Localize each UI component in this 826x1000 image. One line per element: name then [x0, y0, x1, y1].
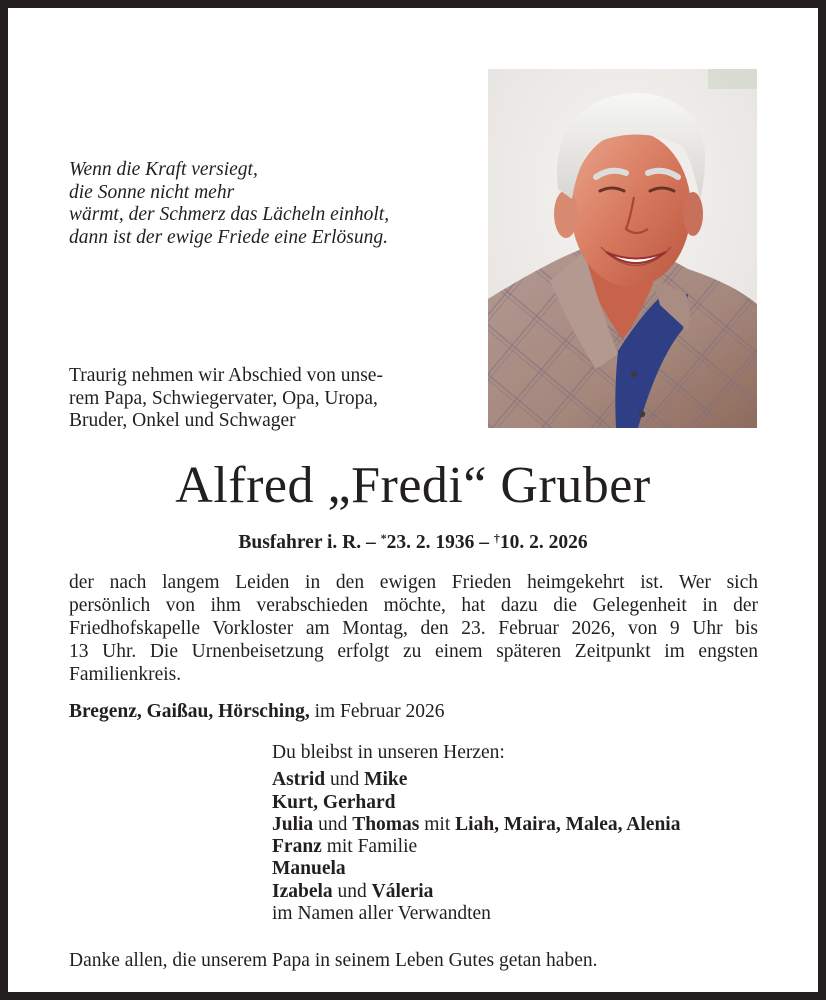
occupation: Busfahrer i. R. –: [238, 532, 376, 553]
body-line: der nach langem Leiden in den ewigen Frieden heimgekehrt ist. Wer sich: [69, 572, 758, 593]
mourner-row: [272, 814, 680, 836]
mourner-name: Manuela: [272, 858, 346, 880]
poem-line: Wenn die Kraft versiegt,: [69, 159, 258, 180]
mourner-name: Kurt, Gerhard: [272, 791, 396, 813]
poem-line: dann ist der ewige Friede eine Erlösung.: [69, 226, 388, 248]
mourner-row: [272, 903, 680, 925]
mourner-name: Thomas: [352, 813, 420, 835]
birth-date: 23. 2. 1936 –: [386, 532, 490, 553]
poem-line: die Sonne nicht mehr: [69, 181, 235, 203]
intro-text: [69, 365, 449, 433]
obituary-page: [8, 8, 818, 992]
poem-quote: [69, 159, 389, 249]
connector-text: und: [332, 880, 372, 902]
connector-text: mit: [419, 813, 456, 835]
mourner-name: Izabela: [272, 880, 333, 902]
mourner-name: Liah, Maira, Malea, Alenia: [455, 813, 681, 835]
intro-line: rem Papa, Schwiegervater, Opa, Uropa,: [69, 387, 378, 409]
mourner-name: Astrid: [272, 769, 326, 791]
intro-line: Traurig nehmen wir Abschied von unse-: [69, 365, 383, 386]
mourner-name: Franz: [272, 836, 322, 858]
place-and-date: [69, 700, 445, 723]
mourner-row: [272, 792, 680, 814]
portrait-photo: [488, 69, 757, 428]
mourner-row: [272, 858, 680, 880]
connector-text: im Namen aller Verwandten: [272, 903, 491, 925]
death-symbol: †: [493, 531, 500, 545]
mourners-rows: [272, 769, 680, 925]
mourner-row: [272, 769, 680, 791]
body-line: Friedhofskapelle Vorkloster am Montag, den 23. Februar 2026, von 9 Uhr bis: [69, 618, 758, 639]
mourner-name: Mike: [364, 769, 408, 791]
death-date: 10. 2. 2026: [499, 532, 588, 553]
place-names: Bregenz, Gaißau, Hörsching,: [69, 701, 310, 722]
birth-symbol: *: [380, 531, 387, 545]
connector-text: und: [313, 813, 353, 835]
body-line: 13 Uhr. Die Urnenbeisetzung erfolgt zu einem späteren Zeitpunkt im engsten: [69, 641, 758, 662]
intro-line: Bruder, Onkel und Schwager: [69, 410, 296, 431]
publication-month: im Februar 2026: [309, 701, 445, 722]
mourner-row: [272, 881, 680, 903]
life-dates: [8, 526, 818, 555]
mourners-heading: Du bleibst in unseren Herzen:: [272, 742, 505, 763]
poem-line: wärmt, der Schmerz das Lächeln einholt,: [69, 204, 390, 225]
announcement-body: [69, 571, 758, 686]
mourner-name: Julia: [272, 813, 314, 835]
portrait-illustration: [488, 69, 757, 428]
mourners-list: [272, 742, 680, 925]
body-line: Familienkreis.: [69, 664, 182, 685]
body-line: persönlich von ihm verabschieden möchte, hat dazu die Gelegenheit in der: [69, 595, 758, 616]
connector-text: mit Familie: [321, 836, 418, 858]
thanks-note: Danke allen, die unserem Papa in seinem Leben Gutes getan haben.: [69, 950, 598, 971]
mourner-name: Váleria: [371, 880, 434, 902]
mourner-row: [272, 836, 680, 858]
connector-text: und: [325, 769, 365, 791]
deceased-name: Alfred „Fredi“ Gruber: [175, 457, 651, 514]
